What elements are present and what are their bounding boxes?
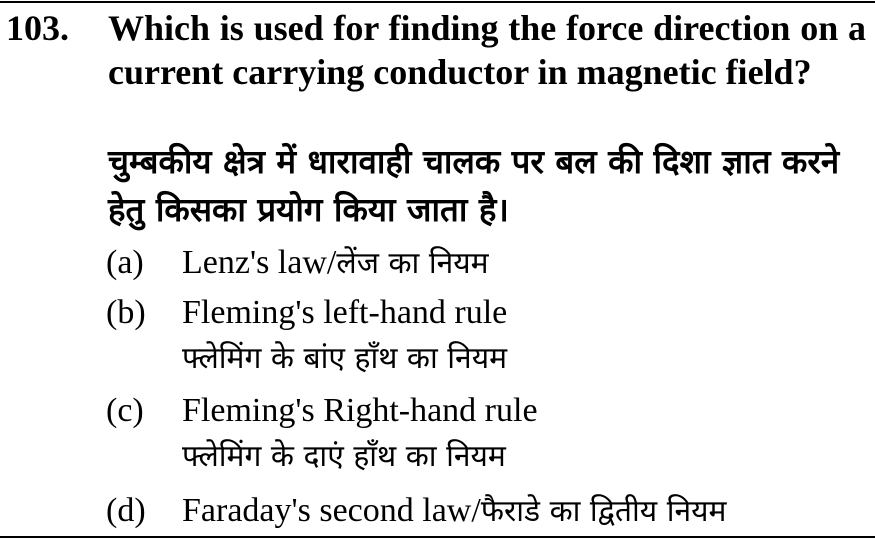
question-text-hindi: चुम्बकीय क्षेत्र में धारावाही चालक पर बल की दिशा ज्ञात करने हेतु किसका प्रयोग किया जाता है। bbox=[108, 142, 840, 229]
question-number: 103. bbox=[6, 8, 69, 48]
option-c-hindi: फ्लेमिंग के दाएं हाँथ का नियम bbox=[182, 439, 506, 474]
option-d-english: Faraday's second law/ bbox=[182, 492, 481, 529]
option-c-english: Fleming's Right-hand rule bbox=[182, 392, 538, 429]
bottom-rule bbox=[0, 536, 875, 538]
option-d-hindi: फैराडे का द्वितीय नियम bbox=[480, 494, 727, 529]
option-a-english: Lenz's law/ bbox=[182, 244, 337, 281]
option-b-english: Fleming's left-hand rule bbox=[182, 294, 508, 331]
top-rule bbox=[0, 1, 875, 3]
option-a-hindi: लेंज का नियम bbox=[336, 246, 489, 281]
option-d-text bbox=[182, 488, 727, 535]
option-a-text bbox=[182, 240, 489, 287]
option-a-letter: (a) bbox=[106, 244, 144, 281]
option-b-letter: (b) bbox=[106, 294, 146, 331]
option-d-letter: (d) bbox=[106, 492, 146, 529]
option-b-hindi: फ्लेमिंग के बांए हाँथ का नियम bbox=[182, 341, 508, 376]
option-c-letter: (c) bbox=[106, 392, 144, 429]
question-text-english: Which is used for finding the force direction on a current carrying conductor in magnetic field? bbox=[108, 8, 866, 92]
